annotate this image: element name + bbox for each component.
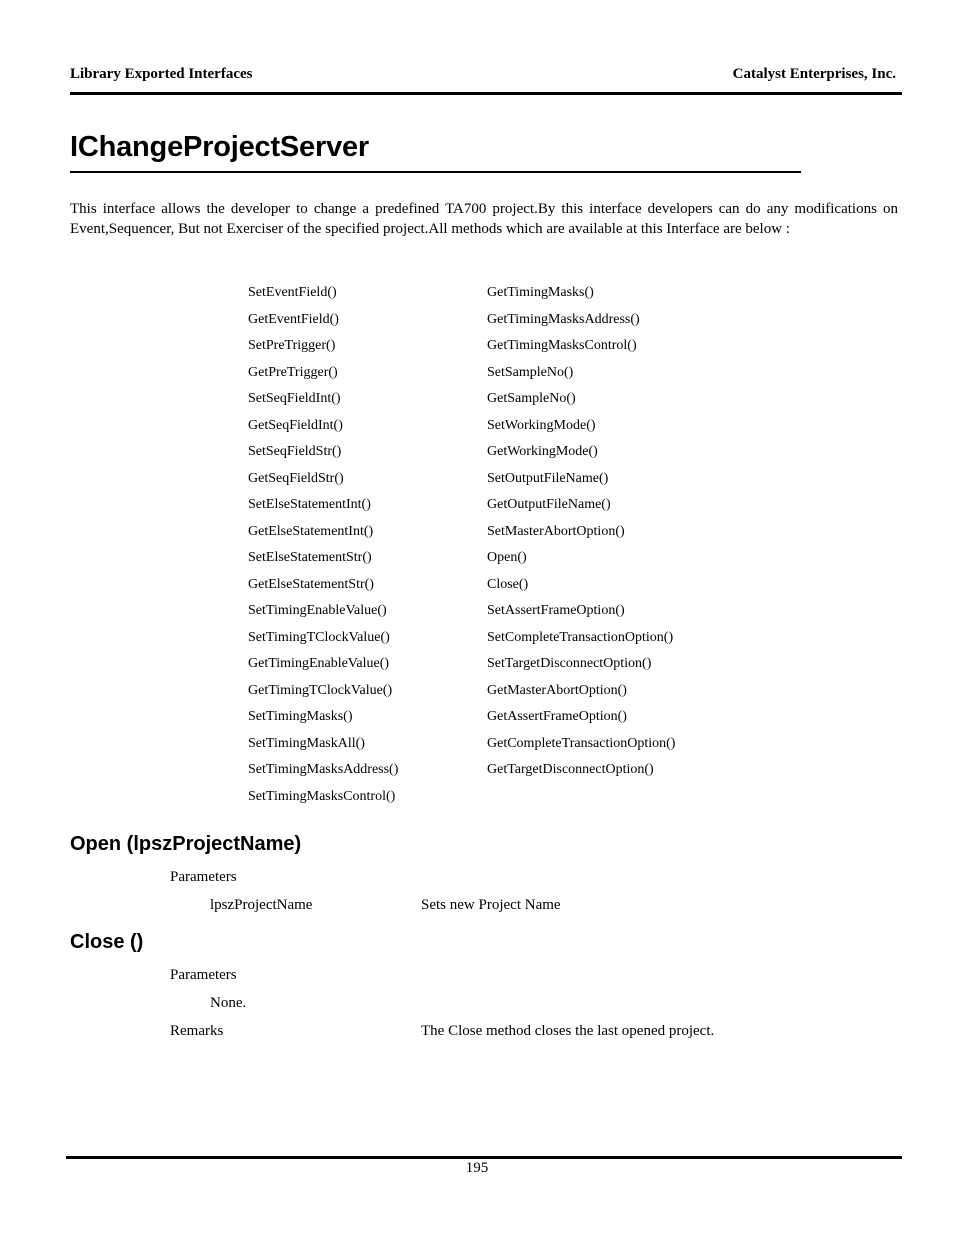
method-item: GetPreTrigger() bbox=[248, 364, 338, 380]
close-remarks-label: Remarks bbox=[170, 1023, 224, 1039]
method-item: SetMasterAbortOption() bbox=[487, 523, 625, 539]
method-item: SetAssertFrameOption() bbox=[487, 603, 625, 618]
intro-paragraph: This interface allows the developer to change a predefined TA700 project.By this interface developers can do any modifications on Event,Sequencer, But not Exerciser of the specified project.All methods which are available at this Interface are below : bbox=[70, 201, 898, 237]
method-item: SetCompleteTransactionOption() bbox=[487, 629, 674, 645]
method-item: GetOutputFileName() bbox=[487, 497, 611, 512]
method-item: Close() bbox=[487, 576, 529, 592]
close-params-value: None. bbox=[210, 995, 247, 1011]
method-item: SetTimingMasks() bbox=[248, 709, 353, 724]
method-item: SetWorkingMode() bbox=[487, 417, 596, 433]
method-item: SetTimingMasksControl() bbox=[248, 788, 396, 804]
method-item: SetTimingMaskAll() bbox=[248, 735, 365, 751]
method-item: GetSampleNo() bbox=[487, 391, 576, 406]
close-parameters-label: Parameters bbox=[170, 967, 237, 983]
method-item: SetPreTrigger() bbox=[248, 338, 336, 353]
close-method-heading: Close () bbox=[70, 931, 144, 953]
method-item: GetAssertFrameOption() bbox=[487, 709, 627, 724]
method-item: Open() bbox=[487, 550, 527, 565]
open-parameters-label: Parameters bbox=[170, 869, 237, 885]
running-header-right: Catalyst Enterprises, Inc. bbox=[732, 66, 896, 82]
method-item: GetWorkingMode() bbox=[487, 444, 598, 459]
method-item: GetSeqFieldStr() bbox=[248, 470, 344, 486]
method-item: SetSeqFieldInt() bbox=[248, 391, 341, 406]
methods-column-right bbox=[487, 282, 717, 786]
method-item: SetTimingMasksAddress() bbox=[248, 762, 399, 777]
method-item: GetTargetDisconnectOption() bbox=[487, 762, 654, 777]
title-underline bbox=[70, 171, 801, 173]
method-item: GetTimingEnableValue() bbox=[248, 656, 390, 671]
open-param-description: Sets new Project Name bbox=[421, 897, 561, 913]
method-item: SetOutputFileName() bbox=[487, 470, 609, 486]
method-item: GetTimingMasks() bbox=[487, 285, 594, 300]
method-item: GetElseStatementStr() bbox=[248, 576, 374, 592]
method-item: SetElseStatementInt() bbox=[248, 497, 371, 512]
footer-rule bbox=[66, 1156, 902, 1159]
page-title: IChangeProjectServer bbox=[70, 131, 370, 163]
page-number: 195 bbox=[465, 1160, 489, 1176]
method-item: GetTimingTClockValue() bbox=[248, 682, 393, 698]
method-item: GetTimingMasksAddress() bbox=[487, 311, 640, 327]
method-item: GetEventField() bbox=[248, 311, 339, 327]
open-param-name: lpszProjectName bbox=[210, 897, 313, 913]
method-item: GetMasterAbortOption() bbox=[487, 682, 627, 698]
method-item: SetSeqFieldStr() bbox=[248, 444, 342, 459]
header-rule bbox=[70, 92, 902, 95]
method-item: GetTimingMasksControl() bbox=[487, 338, 637, 353]
method-item: SetEventField() bbox=[248, 285, 337, 300]
method-item: GetElseStatementInt() bbox=[248, 523, 374, 539]
method-item: GetSeqFieldInt() bbox=[248, 417, 343, 433]
running-header-left: Library Exported Interfaces bbox=[70, 66, 253, 82]
method-item: SetElseStatementStr() bbox=[248, 550, 372, 565]
methods-column-left bbox=[248, 282, 478, 812]
method-item: GetCompleteTransactionOption() bbox=[487, 735, 676, 751]
method-item: SetTimingEnableValue() bbox=[248, 603, 387, 618]
method-item: SetTimingTClockValue() bbox=[248, 629, 390, 645]
method-item: SetSampleNo() bbox=[487, 364, 574, 380]
open-method-heading: Open (lpszProjectName) bbox=[70, 833, 302, 855]
close-remarks-text: The Close method closes the last opened project. bbox=[421, 1023, 715, 1039]
method-item: SetTargetDisconnectOption() bbox=[487, 656, 652, 671]
